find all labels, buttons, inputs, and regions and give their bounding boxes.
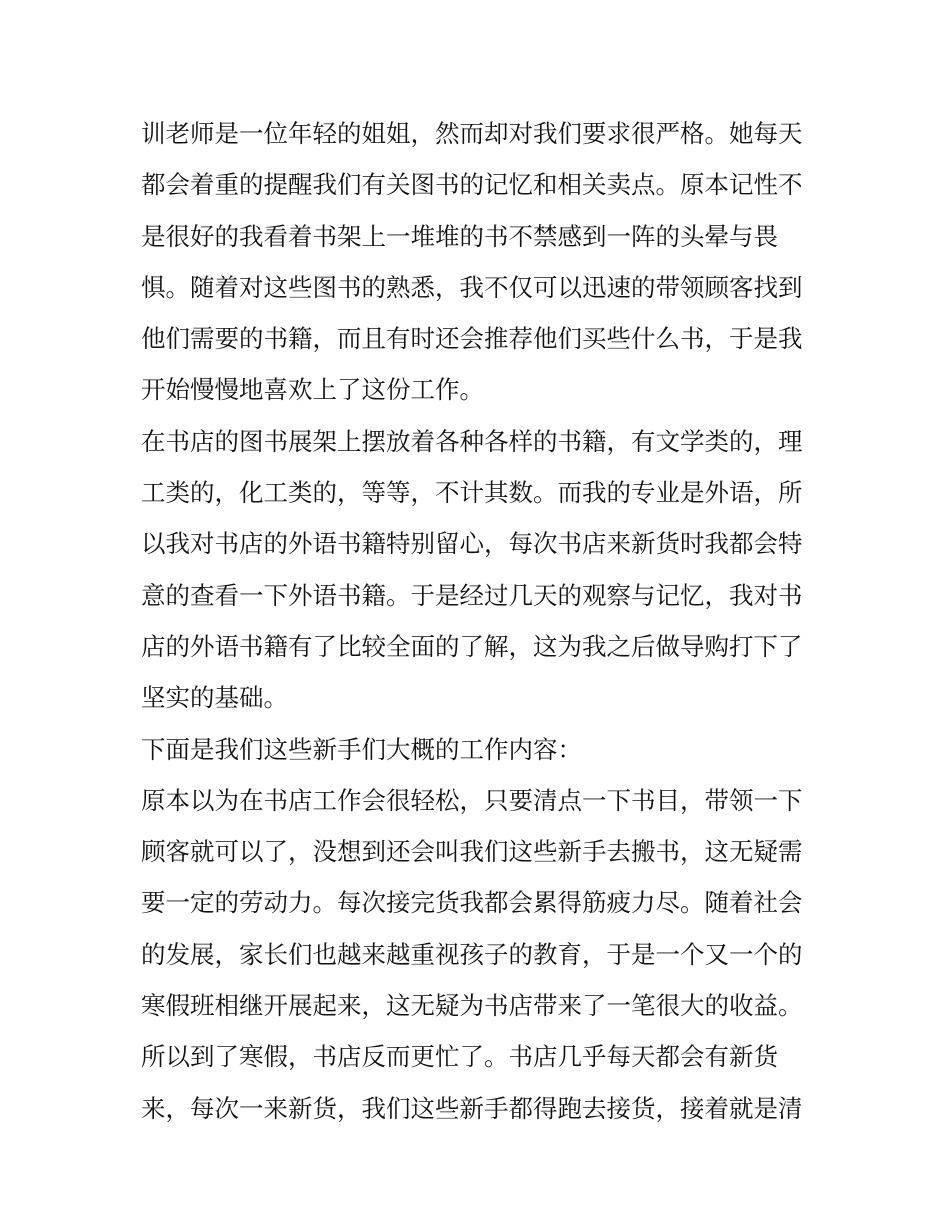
text-line: 以我对书店的外语书籍特别留心，每次书店来新货时我都会特: [141, 529, 803, 559]
text-line: 惧。随着对这些图书的熟悉，我不仅可以迅速的带领顾客找到: [141, 272, 803, 302]
text-line: 意的查看一下外语书籍。于是经过几天的观察与记忆，我对书: [141, 580, 803, 610]
text-line: 店的外语书籍有了比较全面的了解，这为我之后做导购打下了: [141, 631, 803, 661]
text-line: 来，每次一来新货，我们这些新手都得跑去接货，接着就是清: [141, 1093, 803, 1123]
text-line: 在书店的图书展架上摆放着各种各样的书籍，有文学类的，理: [141, 426, 803, 456]
text-line: 要一定的劳动力。每次接完货我都会累得筋疲力尽。随着社会: [141, 888, 803, 918]
paragraph-4: [141, 775, 813, 1134]
text-line: 寒假班相继开展起来，这无疑为书店带来了一笔很大的收益。: [141, 991, 803, 1021]
text-line: 原本以为在书店工作会很轻松，只要清点一下书目，带领一下: [141, 785, 803, 815]
paragraph-2: [141, 416, 813, 724]
document-body: [141, 108, 813, 1134]
text-line: 下面是我们这些新手们大概的工作内容：: [141, 734, 582, 764]
text-line: 是很好的我看着书架上一堆堆的书不禁感到一阵的头晕与畏: [141, 221, 778, 251]
paragraph-3: [141, 724, 813, 775]
text-line: 开始慢慢地喜欢上了这份工作。: [141, 375, 484, 405]
text-line: 的发展，家长们也越来越重视孩子的教育，于是一个又一个的: [141, 939, 803, 969]
text-line: 工类的，化工类的，等等，不计其数。而我的专业是外语，所: [141, 478, 803, 508]
text-line: 顾客就可以了，没想到还会叫我们这些新手去搬书，这无疑需: [141, 837, 803, 867]
paragraph-1: [141, 108, 813, 416]
text-line: 所以到了寒假，书店反而更忙了。书店几乎每天都会有新货: [141, 1042, 778, 1072]
text-line: 训老师是一位年轻的姐姐，然而却对我们要求很严格。她每天: [141, 119, 803, 148]
text-line: 都会着重的提醒我们有关图书的记忆和相关卖点。原本记性不: [141, 170, 803, 200]
text-line: 他们需要的书籍，而且有时还会推荐他们买些什么书，于是我: [141, 324, 803, 354]
text-line: 坚实的基础。: [141, 683, 288, 713]
